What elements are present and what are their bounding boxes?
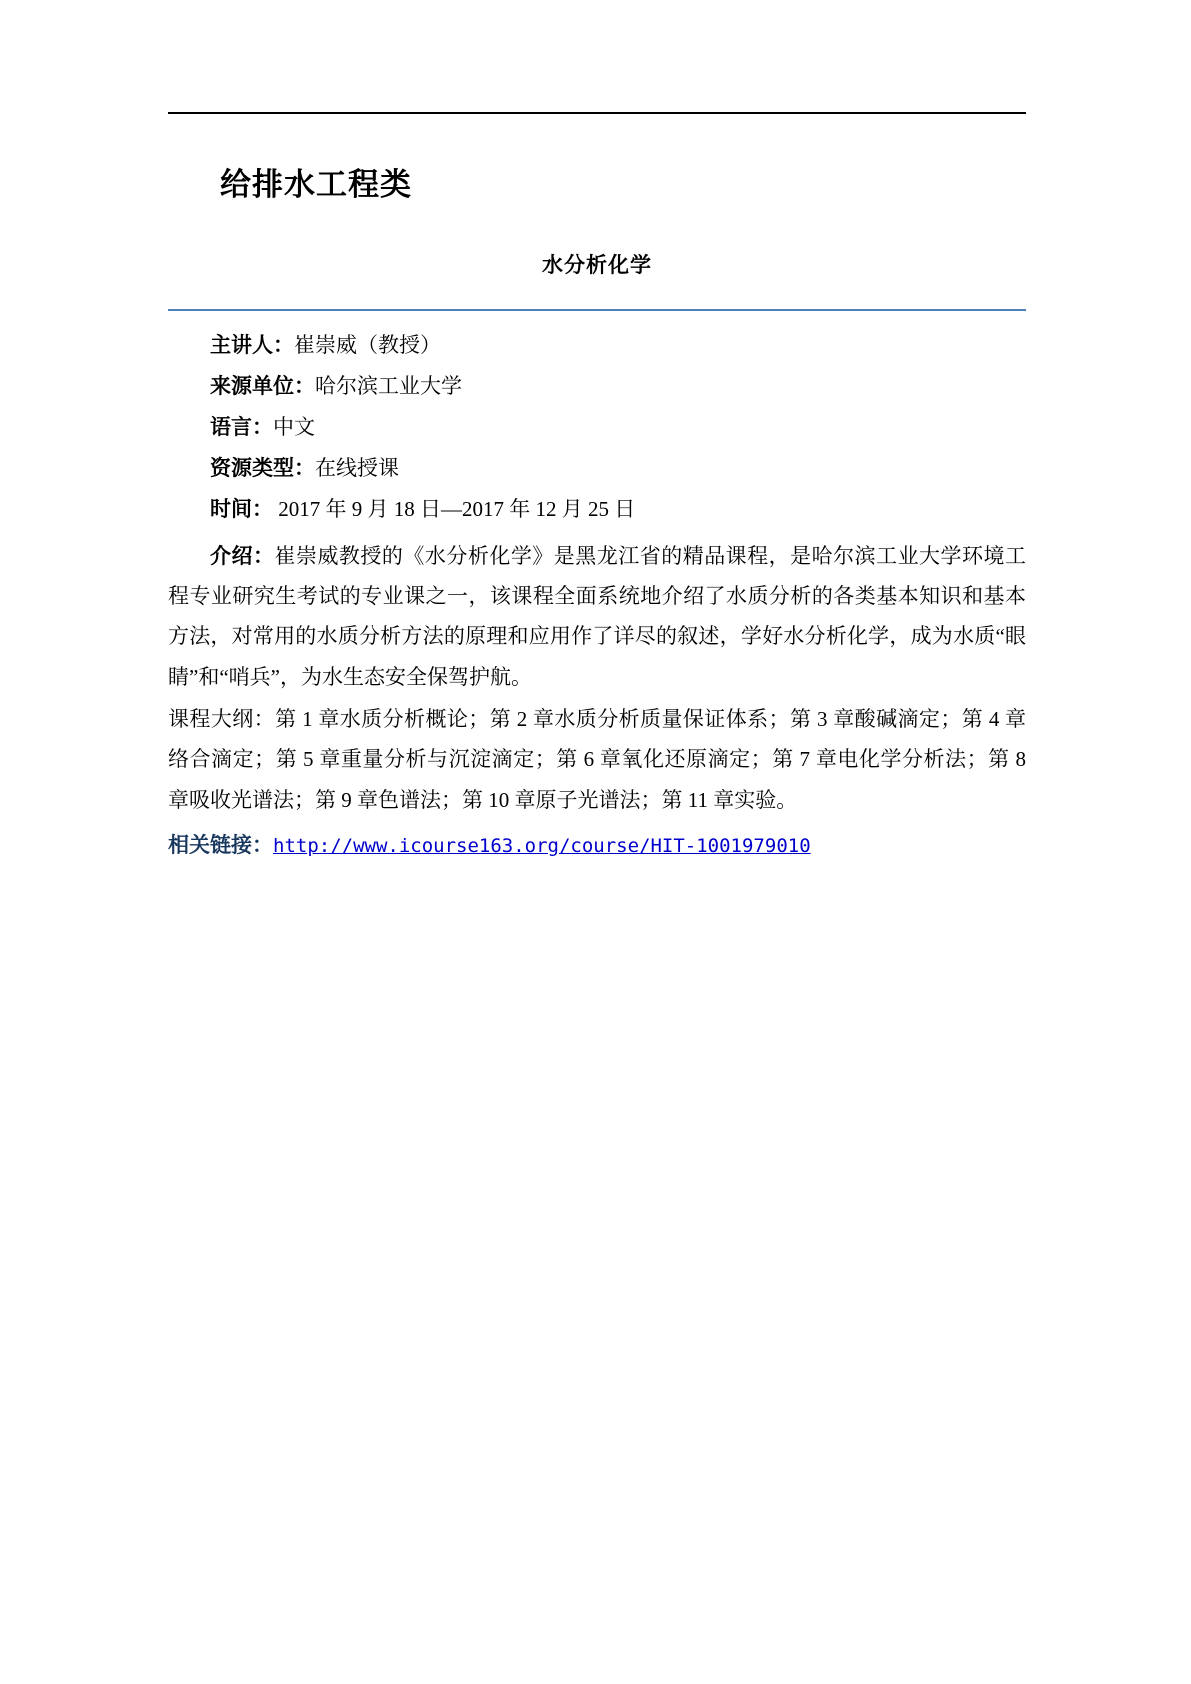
intro-paragraph	[168, 536, 1026, 697]
meta-value: 2017 年 9 月 18 日—2017 年 12 月 25 日	[273, 496, 636, 521]
meta-label: 时间：	[210, 496, 273, 521]
document-body	[168, 112, 1026, 866]
meta-row-institution	[168, 366, 1026, 407]
meta-value: 中文	[273, 414, 315, 439]
meta-label: 来源单位：	[210, 373, 315, 398]
related-link-label: 相关链接：	[168, 832, 273, 857]
page-title: 给排水工程类	[220, 167, 412, 203]
course-title: 水分析化学	[542, 253, 652, 277]
meta-row-resource-type	[168, 448, 1026, 489]
meta-label: 资源类型：	[210, 455, 315, 480]
meta-label: 语言：	[210, 414, 273, 439]
meta-value: 崔崇威（教授）	[294, 333, 441, 357]
meta-list	[168, 325, 1026, 530]
meta-value: 在线授课	[315, 455, 399, 480]
meta-value: 哈尔滨工业大学	[315, 373, 462, 398]
meta-label: 主讲人：	[210, 333, 294, 357]
related-link-row	[168, 826, 1026, 866]
meta-row-lecturer	[168, 325, 1026, 366]
outline-paragraph: 课程大纲：第 1 章水质分析概论；第 2 章水质分析质量保证体系；第 3 章酸碱滴定；第 4 章络合滴定；第 5 章重量分析与沉淀滴定；第 6 章氧化还原滴定；第 7 章电化学分析法；第 8 章吸收光谱法；第 9 章色谱法；第 10 章原子光谱法；第 11 章实验。	[168, 706, 1026, 812]
intro-label: 介绍：	[210, 543, 275, 568]
accent-divider	[168, 309, 1026, 311]
meta-row-time	[168, 489, 1026, 530]
top-divider	[168, 112, 1026, 114]
related-link[interactable]: http://www.icourse163.org/course/HIT-1001979010	[273, 834, 811, 857]
intro-text: 崔崇威教授的《水分析化学》是黑龙江省的精品课程，是哈尔滨工业大学环境工程专业研究生考试的专业课之一，该课程全面系统地介绍了水质分析的各类基本知识和基本方法，对常用的水质分析方法的原理和应用作了详尽的叙述，学好水分析化学，成为水质“眼睛”和“哨兵”，为水生态安全保驾护航。	[168, 543, 1027, 689]
meta-row-language	[168, 407, 1026, 448]
